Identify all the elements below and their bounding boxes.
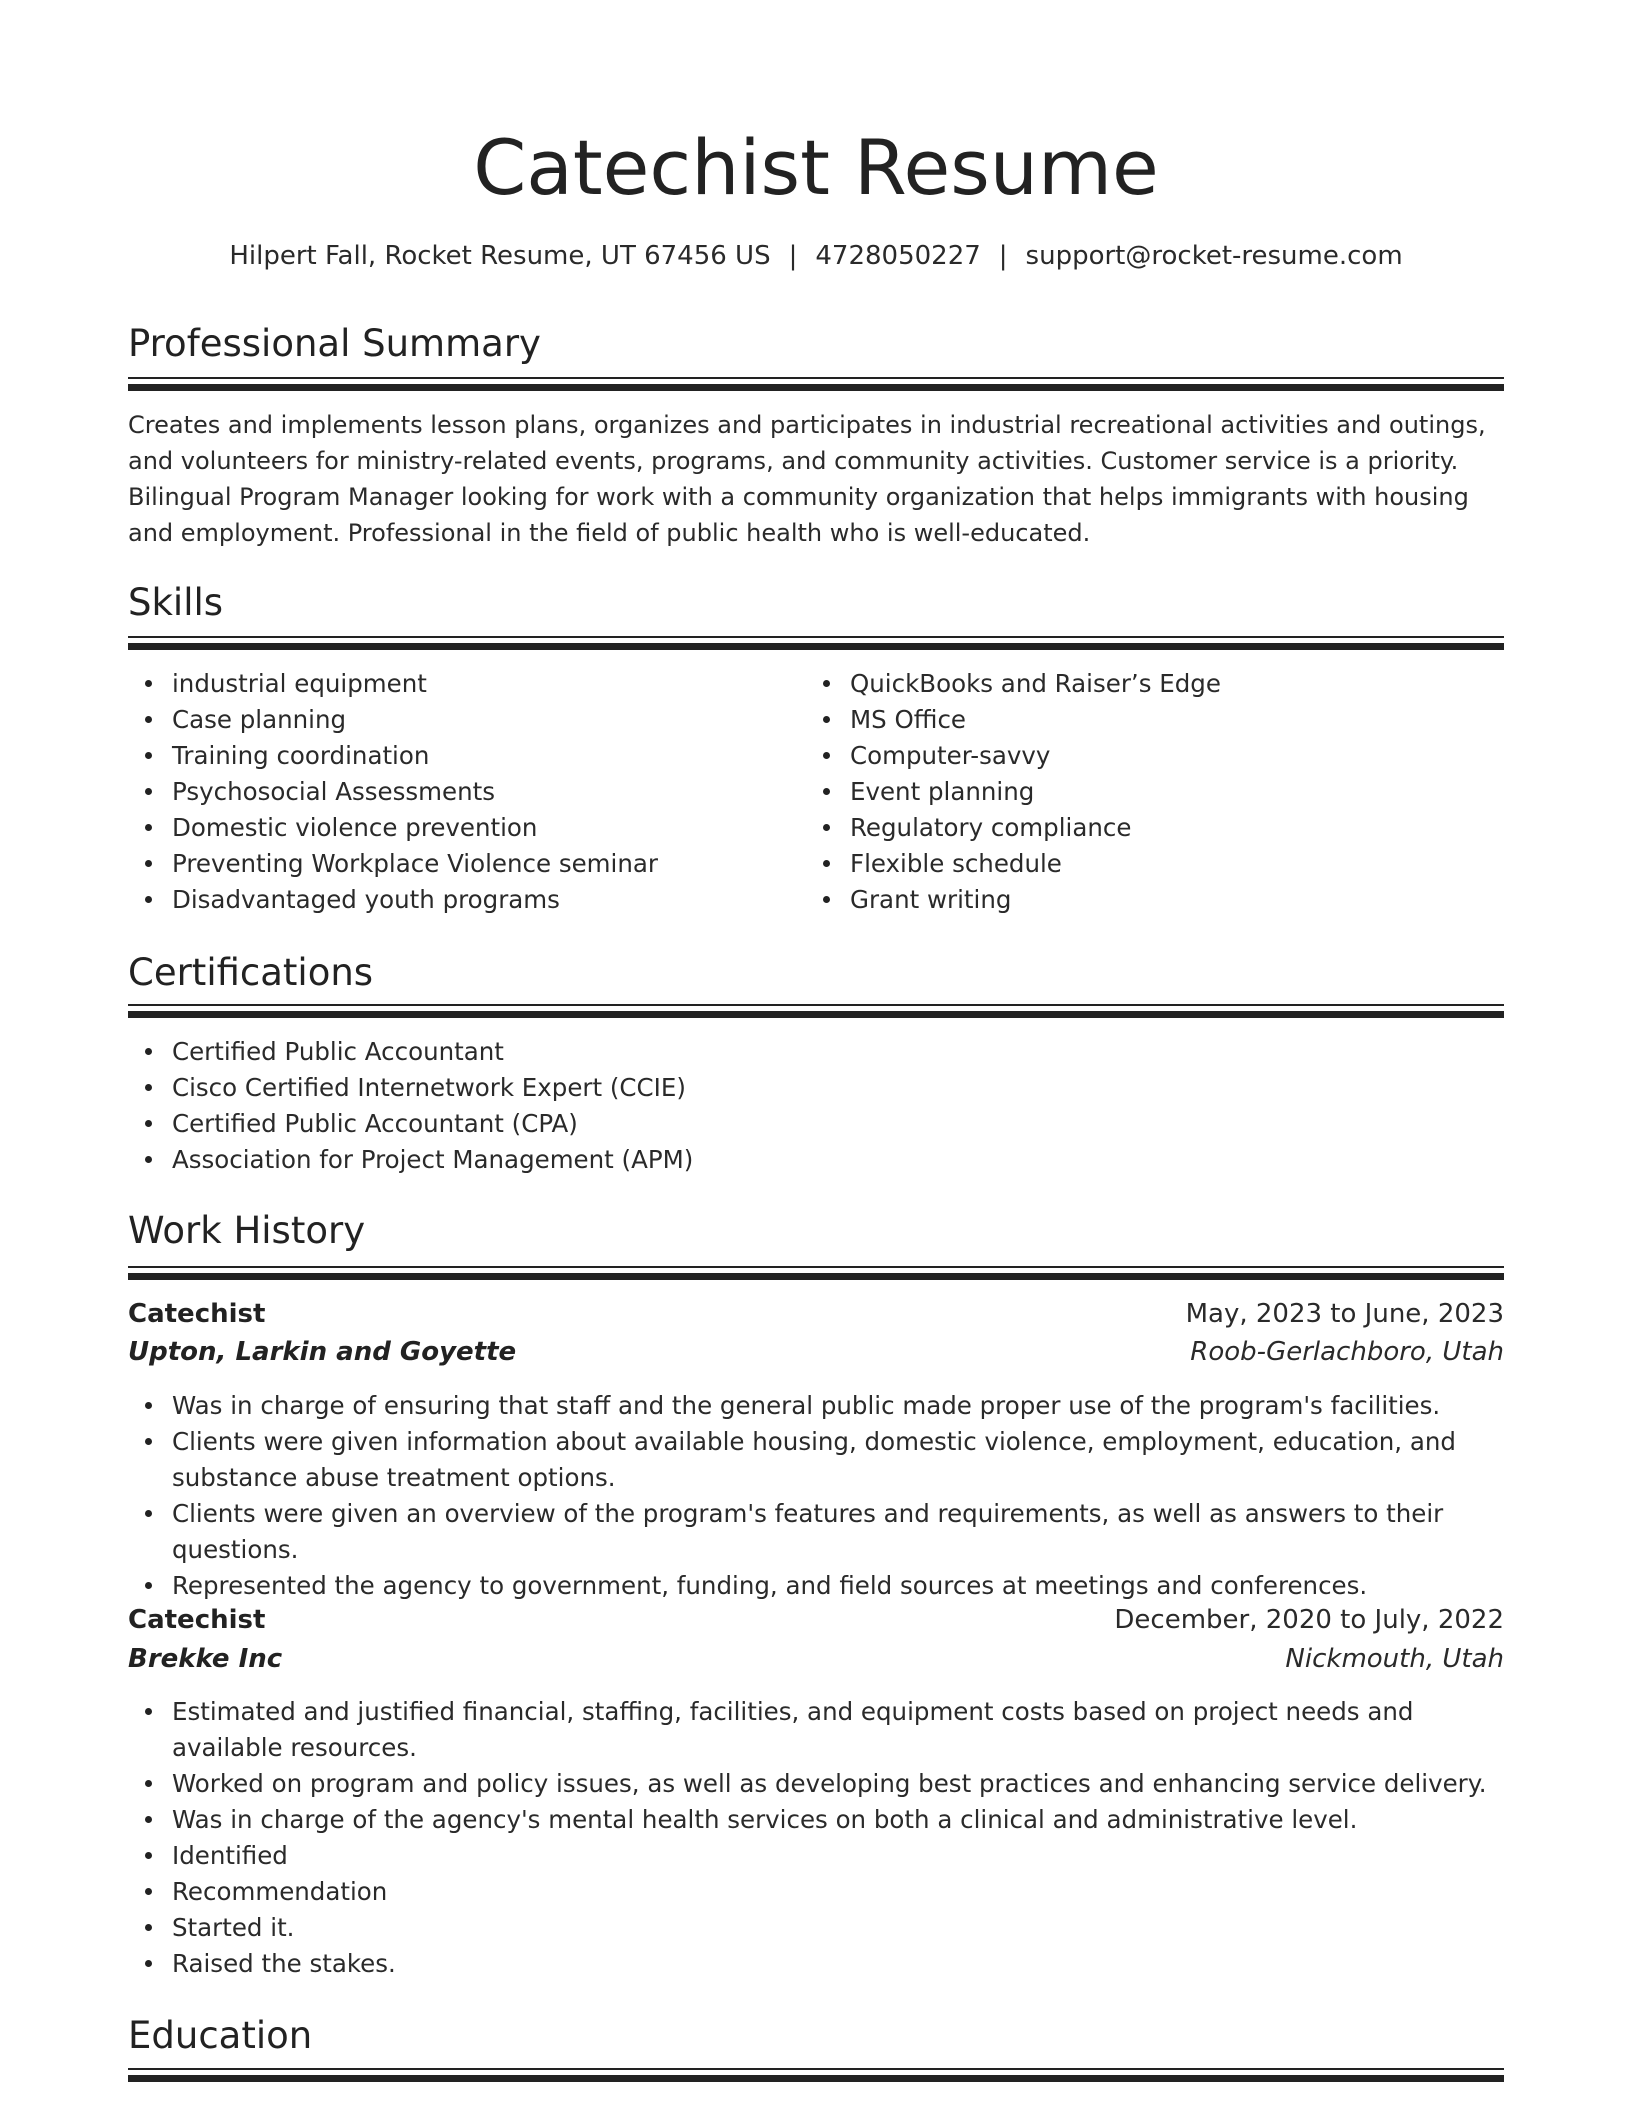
- education-heading: Education: [128, 2014, 313, 2057]
- skill-item: Domestic violence prevention: [172, 810, 792, 846]
- job-duty-item: Identified: [172, 1838, 1504, 1874]
- job-duty-item: Estimated and justified financial, staffing, facilities, and equipment costs based on project needs and available resources.: [172, 1694, 1504, 1766]
- job-duty-item: Started it.: [172, 1910, 1504, 1946]
- job-duty-item: Recommendation: [172, 1874, 1504, 1910]
- job-location: Roob-Gerlachboro, Utah: [1190, 1337, 1504, 1367]
- job-duty-item: Was in charge of ensuring that staff and the general public made proper use of the program's facilities.: [172, 1388, 1504, 1424]
- section-divider: [128, 1004, 1504, 1018]
- section-divider: [128, 2068, 1504, 2082]
- skill-item: Disadvantaged youth programs: [172, 882, 792, 918]
- contact-separator: |: [788, 241, 798, 271]
- job-duties-list: [128, 1694, 1504, 1982]
- skill-item: QuickBooks and Raiser’s Edge: [850, 666, 1500, 702]
- contact-email: support@rocket-resume.com: [1025, 241, 1403, 271]
- skills-list-right: [806, 666, 1500, 918]
- contact-separator: |: [998, 241, 1008, 271]
- contact-line: [128, 238, 1504, 274]
- certification-item: Certified Public Accountant: [172, 1034, 1504, 1070]
- certification-item: Cisco Certified Internetwork Expert (CCIE): [172, 1070, 1504, 1106]
- contact-phone: 4728050227: [815, 241, 981, 271]
- section-divider: [128, 636, 1504, 650]
- job-subheader: [128, 1641, 1504, 1677]
- skill-item: Psychosocial Assessments: [172, 774, 792, 810]
- skill-item: industrial equipment: [172, 666, 792, 702]
- skills-heading: Skills: [128, 581, 224, 624]
- contact-address: Hilpert Fall, Rocket Resume, UT 67456 US: [229, 241, 771, 271]
- certification-item: Association for Project Management (APM): [172, 1142, 1504, 1178]
- job-duty-item: Raised the stakes.: [172, 1946, 1504, 1982]
- job-duty-item: Clients were given information about available housing, domestic violence, employment, education, and substance abuse treatment options.: [172, 1424, 1504, 1496]
- skill-item: Training coordination: [172, 738, 792, 774]
- work-history-heading: Work History: [128, 1209, 366, 1252]
- job-dates: December, 2020 to July, 2022: [1114, 1605, 1504, 1635]
- job-company: Brekke Inc: [128, 1644, 283, 1674]
- job-dates: May, 2023 to June, 2023: [1185, 1299, 1504, 1329]
- skill-item: MS Office: [850, 702, 1500, 738]
- certifications-heading: Certifications: [128, 951, 374, 994]
- resume-title: Catechist Resume: [473, 123, 1159, 212]
- job-title: Catechist: [128, 1299, 266, 1329]
- skill-item: Regulatory compliance: [850, 810, 1500, 846]
- skill-item: Flexible schedule: [850, 846, 1500, 882]
- job-duty-item: Represented the agency to government, funding, and field sources at meetings and conferences.: [172, 1568, 1504, 1604]
- skill-item: Grant writing: [850, 882, 1500, 918]
- job-title: Catechist: [128, 1605, 266, 1635]
- job-duty-item: Clients were given an overview of the program's features and requirements, as well as answers to their questions.: [172, 1496, 1504, 1568]
- job-location: Nickmouth, Utah: [1285, 1644, 1504, 1674]
- job-subheader: [128, 1334, 1504, 1370]
- skills-list-left: [128, 666, 792, 918]
- summary-heading: Professional Summary: [128, 322, 541, 365]
- skill-item: Preventing Workplace Violence seminar: [172, 846, 792, 882]
- summary-text: Creates and implements lesson plans, organizes and participates in industrial recreational activities and outings, and volunteers for ministry-related events, programs, and community activities. Customer service is a priority. Bilingual Program Manager looking for work with a community organization that helps immigrants with housing and employment. Professional in the field of public health who is well-educated.: [128, 411, 1486, 547]
- job-header: [128, 1296, 1504, 1332]
- certification-item: Certified Public Accountant (CPA): [172, 1106, 1504, 1142]
- job-company: Upton, Larkin and Goyette: [128, 1337, 517, 1367]
- job-duty-item: Was in charge of the agency's mental health services on both a clinical and administrative level.: [172, 1802, 1504, 1838]
- skill-item: Case planning: [172, 702, 792, 738]
- skill-item: Computer-savvy: [850, 738, 1500, 774]
- job-duty-item: Worked on program and policy issues, as well as developing best practices and enhancing service delivery.: [172, 1766, 1504, 1802]
- job-header: [128, 1602, 1504, 1638]
- section-divider: [128, 377, 1504, 391]
- job-duties-list: [128, 1388, 1504, 1604]
- skill-item: Event planning: [850, 774, 1500, 810]
- certifications-list: [128, 1034, 1504, 1178]
- section-divider: [128, 1266, 1504, 1280]
